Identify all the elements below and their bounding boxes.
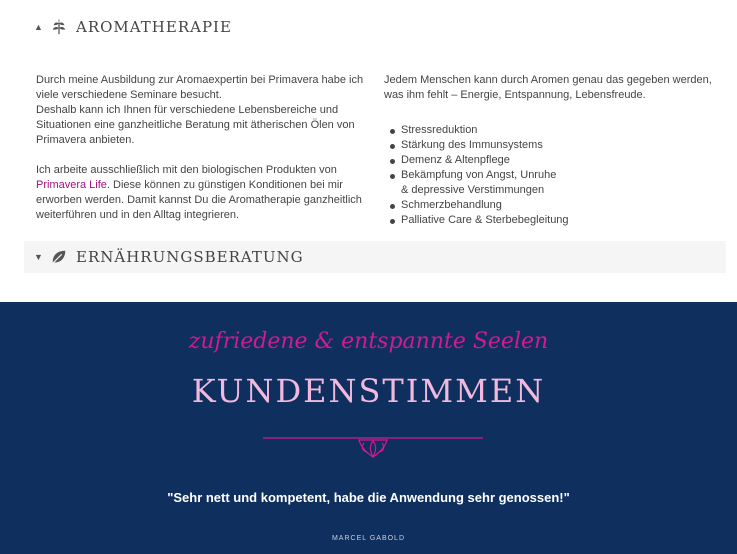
paragraph-text: Ich arbeite ausschließlich mit den biologischen Produkten von [36,164,337,176]
caret-up-icon: ▲ [34,22,43,32]
paragraph [36,73,366,148]
list-item: Stärkung des Immunsystems [390,138,714,153]
testimonials-title: KUNDENSTIMMEN [191,372,546,410]
testimonials-script-heading: zufriedene & entspannte Seelen [188,329,549,354]
list-item-line: Bekämpfung von Angst, Unruhe [401,169,557,181]
list-item: Stressreduktion [390,123,714,138]
lotus-ornament-icon [263,431,483,459]
list-item: Palliative Care & Sterbebegleitung [390,213,714,228]
list-item: Schmerzbehandlung [390,198,714,213]
primavera-life-link[interactable]: Primavera Life [36,179,107,191]
leaf-sprig-icon [50,18,68,36]
list-item: Demenz & Altenpflege [390,153,714,168]
aromatherapie-text-left [36,73,366,238]
list-item-line: & depressive Verstimmungen [401,184,545,196]
list-item [390,168,714,198]
accordion-title: ERNÄHRUNGSBERATUNG [76,248,304,266]
intro-paragraph: Jedem Menschen kann durch Aromen genau das gegeben werden, was ihm fehlt – Energie, Entspannung, Lebensfreude. [384,74,712,101]
benefits-list [390,123,714,228]
testimonial-quote: "Sehr nett und kompetent, habe die Anwendung sehr genossen!" [167,490,570,505]
caret-down-icon: ▼ [34,252,43,262]
accordion-title: AROMATHERAPIE [76,18,232,36]
aromatherapie-text-right [384,73,714,228]
paragraph-line: Deshalb kann ich Ihnen für verschiedene Lebensbereiche und Situationen eine ganzheitliche Beratung mit ätherischen Ölen von Primavera anbieten. [36,104,355,146]
leaf-icon [50,248,68,266]
testimonial-author: MARCEL GABOLD [331,535,406,542]
accordion-ernaehrungsberatung-header[interactable] [24,241,726,273]
paragraph-line: Durch meine Ausbildung zur Aromaexpertin bei Primavera habe ich viele verschiedene Seminare besucht. [36,74,364,101]
paragraph [36,163,366,223]
accordion-aromatherapie-header[interactable] [24,11,726,43]
paragraph-text: . Diese können zu günstigen Konditionen bei mir erworben werden. Damit kannst Du die Aromatherapie ganzheitlich weiterführen und in den Alltag integrieren. [36,179,362,221]
